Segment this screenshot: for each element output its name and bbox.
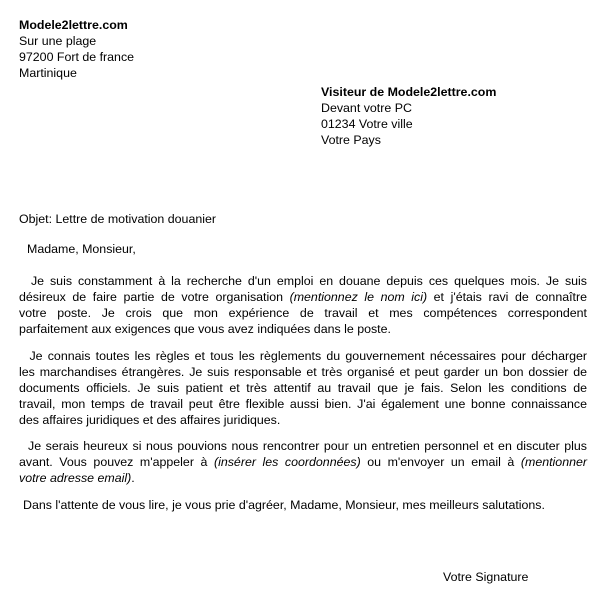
recipient-address-line-2: 01234 Votre ville [321,117,413,131]
placeholder-organisation-name: (mentionnez le nom ici) [289,290,428,304]
body-paragraph-3 [19,438,587,486]
paragraph-2-line-2: les marchandises étrangères. Je suis responsable et très organisé et peut garder un bon dossier de [19,365,587,379]
sender-address-line-2: 97200 Fort de france [19,50,135,64]
placeholder-email-start: (mentionner [520,455,587,469]
body-paragraph-1 [19,273,587,337]
paragraph-1-line-1: Je suis constamment à la recherche d'un emploi en douane depuis ces quelques mois. Je suis [30,274,588,288]
paragraph-3-line-1: Je serais heureux si nous pouvions nous rencontrer pour un entretien personnel et en discuter plus [28,439,587,453]
paragraph-1-line-2: désireux de faire partie de votre organisation (mentionnez le nom ici) et j'étais ravi de connaître [19,290,588,304]
sender-address [19,17,134,81]
body-paragraph-2 [19,348,587,428]
letter-signature: Votre Signature [443,570,529,584]
paragraph-1-line-4: parfaitement aux exigences que vous avez indiquées dans le poste. [19,322,391,336]
letter-subject: Objet: Lettre de motivation douanier [19,212,216,226]
placeholder-email-end: votre adresse email) [19,471,132,485]
sender-name: Modele2lettre.com [19,18,128,32]
placeholder-contact-details: (insérer les coordonnées) [213,455,361,469]
paragraph-2-line-1: Je connais toutes les règles et tous les règlements du gouvernement nécessaires pour décharger [29,349,587,363]
letter-salutation: Madame, Monsieur, [27,242,136,256]
letter-closing: Dans l'attente de vous lire, je vous prie d'agréer, Madame, Monsieur, mes meilleurs salutations. [23,498,545,512]
paragraph-2-line-5: des affaires juridiques et des affaires juridiques. [19,413,281,427]
recipient-address-line-1: Devant votre PC [321,101,412,115]
paragraph-2-line-3: documents officiels. Je suis patient et très attentif au travail que je fais. Selon les conditions de [19,381,587,395]
paragraph-2-line-4: travail, mon temps de travail peut être flexible aussi bien. J'ai également une bonne connaissance [19,397,587,411]
paragraph-3-line-2: avant. Vous pouvez m'appeler à (insérer les coordonnées) ou m'envoyer un email à (mentionner [19,455,587,469]
paragraph-3-line-3: votre adresse email). [19,471,135,485]
paragraph-1-line-3: votre poste. Je crois que mon expérience de travail et mes compétences correspondent [19,306,587,320]
sender-address-line-3: Martinique [19,66,77,80]
recipient-address-line-3: Votre Pays [321,133,381,147]
recipient-name: Visiteur de Modele2lettre.com [321,85,497,99]
recipient-address [321,84,496,148]
sender-address-line-1: Sur une plage [19,34,97,48]
